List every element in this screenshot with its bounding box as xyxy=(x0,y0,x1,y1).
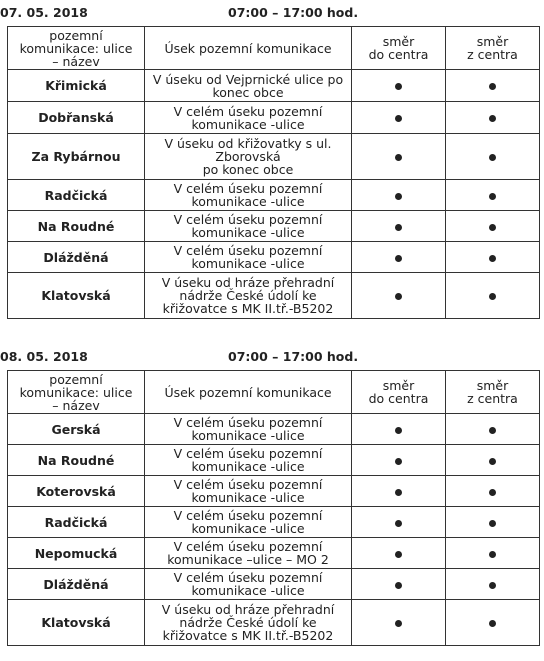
to-center-mark xyxy=(352,273,446,319)
bullet-icon xyxy=(489,458,496,465)
street-name: Křimická xyxy=(8,70,145,102)
to-center-mark xyxy=(352,569,446,600)
from-center-mark xyxy=(446,70,540,102)
street-name: Dlážděná xyxy=(8,242,145,273)
to-center-mark xyxy=(352,507,446,538)
table-row xyxy=(8,180,540,211)
bullet-icon xyxy=(489,293,496,300)
schedule-block-2 xyxy=(0,344,544,646)
section-description: V celém úseku pozemní komunikace –ulice – MO 2 xyxy=(145,538,352,569)
street-name: Klatovská xyxy=(8,600,145,646)
bullet-icon xyxy=(489,115,496,122)
section-description: V celém úseku pozemní komunikace -ulice xyxy=(145,242,352,273)
section-description: V celém úseku pozemní komunikace -ulice xyxy=(145,445,352,476)
bullet-icon xyxy=(489,154,496,161)
to-center-mark xyxy=(352,180,446,211)
header-street: pozemní komunikace: ulice – název xyxy=(8,371,145,414)
bullet-icon xyxy=(395,224,402,231)
to-center-mark xyxy=(352,211,446,242)
street-name: Na Roudné xyxy=(8,211,145,242)
bullet-icon xyxy=(489,83,496,90)
from-center-mark xyxy=(446,600,540,646)
block-header xyxy=(0,0,544,26)
header-from-center: směr z centra xyxy=(446,27,540,70)
street-name: Gerská xyxy=(8,414,145,445)
bullet-icon xyxy=(489,551,496,558)
bullet-icon xyxy=(395,582,402,589)
section-description: V celém úseku pozemní komunikace -ulice xyxy=(145,507,352,538)
section-description: V úseku od hráze přehradní nádrže České údolí ke křižovatce s MK II.tř.-B5202 xyxy=(145,600,352,646)
bullet-icon xyxy=(395,193,402,200)
to-center-mark xyxy=(352,445,446,476)
from-center-mark xyxy=(446,211,540,242)
header-section: Úsek pozemní komunikace xyxy=(145,371,352,414)
bullet-icon xyxy=(395,551,402,558)
from-center-mark xyxy=(446,414,540,445)
table-row xyxy=(8,569,540,600)
closure-table xyxy=(7,370,540,646)
table-row xyxy=(8,134,540,180)
bullet-icon xyxy=(489,620,496,627)
header-street: pozemní komunikace: ulice – název xyxy=(8,27,145,70)
to-center-mark xyxy=(352,102,446,134)
bullet-icon xyxy=(489,520,496,527)
header-to-center: směr do centra xyxy=(352,27,446,70)
street-name: Nepomucká xyxy=(8,538,145,569)
table-row xyxy=(8,102,540,134)
from-center-mark xyxy=(446,180,540,211)
time-range-label: 07:00 – 17:00 hod. xyxy=(228,349,359,364)
bullet-icon xyxy=(489,427,496,434)
date-label: 07. 05. 2018 xyxy=(0,5,88,20)
header-section: Úsek pozemní komunikace xyxy=(145,27,352,70)
street-name: Za Rybárnou xyxy=(8,134,145,180)
time-range-label: 07:00 – 17:00 hod. xyxy=(228,5,359,20)
header-from-center: směr z centra xyxy=(446,371,540,414)
from-center-mark xyxy=(446,242,540,273)
bullet-icon xyxy=(395,520,402,527)
to-center-mark xyxy=(352,70,446,102)
block-header xyxy=(0,344,544,370)
bullet-icon xyxy=(489,193,496,200)
bullet-icon xyxy=(489,224,496,231)
section-description: V celém úseku pozemní komunikace -ulice xyxy=(145,476,352,507)
to-center-mark xyxy=(352,242,446,273)
schedule-block-1 xyxy=(0,0,544,319)
section-description: V celém úseku pozemní komunikace -ulice xyxy=(145,180,352,211)
street-name: Dobřanská xyxy=(8,102,145,134)
from-center-mark xyxy=(446,538,540,569)
from-center-mark xyxy=(446,102,540,134)
from-center-mark xyxy=(446,273,540,319)
table-row xyxy=(8,600,540,646)
table-row xyxy=(8,476,540,507)
bullet-icon xyxy=(489,255,496,262)
section-description: V úseku od křižovatky s ul. Zborovská po konec obce xyxy=(145,134,352,180)
street-name: Koterovská xyxy=(8,476,145,507)
section-description: V celém úseku pozemní komunikace -ulice xyxy=(145,211,352,242)
table-header-row xyxy=(8,371,540,414)
bullet-icon xyxy=(395,255,402,262)
street-name: Na Roudné xyxy=(8,445,145,476)
from-center-mark xyxy=(446,134,540,180)
bullet-icon xyxy=(395,427,402,434)
section-description: V celém úseku pozemní komunikace -ulice xyxy=(145,569,352,600)
closure-table xyxy=(7,26,540,319)
section-description: V celém úseku pozemní komunikace -ulice xyxy=(145,414,352,445)
table-row xyxy=(8,211,540,242)
to-center-mark xyxy=(352,476,446,507)
bullet-icon xyxy=(395,83,402,90)
bullet-icon xyxy=(489,582,496,589)
street-name: Klatovská xyxy=(8,273,145,319)
table-row xyxy=(8,242,540,273)
bullet-icon xyxy=(395,458,402,465)
table-row xyxy=(8,507,540,538)
bullet-icon xyxy=(395,154,402,161)
from-center-mark xyxy=(446,507,540,538)
bullet-icon xyxy=(489,489,496,496)
table-row xyxy=(8,414,540,445)
section-description: V úseku od hráze přehradní nádrže České údolí ke křižovatce s MK II.tř.-B5202 xyxy=(145,273,352,319)
table-row xyxy=(8,445,540,476)
table-row xyxy=(8,70,540,102)
bullet-icon xyxy=(395,115,402,122)
to-center-mark xyxy=(352,134,446,180)
bullet-icon xyxy=(395,489,402,496)
street-name: Dlážděná xyxy=(8,569,145,600)
from-center-mark xyxy=(446,445,540,476)
to-center-mark xyxy=(352,600,446,646)
from-center-mark xyxy=(446,569,540,600)
to-center-mark xyxy=(352,538,446,569)
date-label: 08. 05. 2018 xyxy=(0,349,88,364)
from-center-mark xyxy=(446,476,540,507)
bullet-icon xyxy=(395,620,402,627)
table-row xyxy=(8,273,540,319)
bullet-icon xyxy=(395,293,402,300)
section-description: V úseku od Vejprnické ulice po konec obce xyxy=(145,70,352,102)
street-name: Radčická xyxy=(8,180,145,211)
section-description: V celém úseku pozemní komunikace -ulice xyxy=(145,102,352,134)
street-name: Radčická xyxy=(8,507,145,538)
table-row xyxy=(8,538,540,569)
table-header-row xyxy=(8,27,540,70)
header-to-center: směr do centra xyxy=(352,371,446,414)
to-center-mark xyxy=(352,414,446,445)
